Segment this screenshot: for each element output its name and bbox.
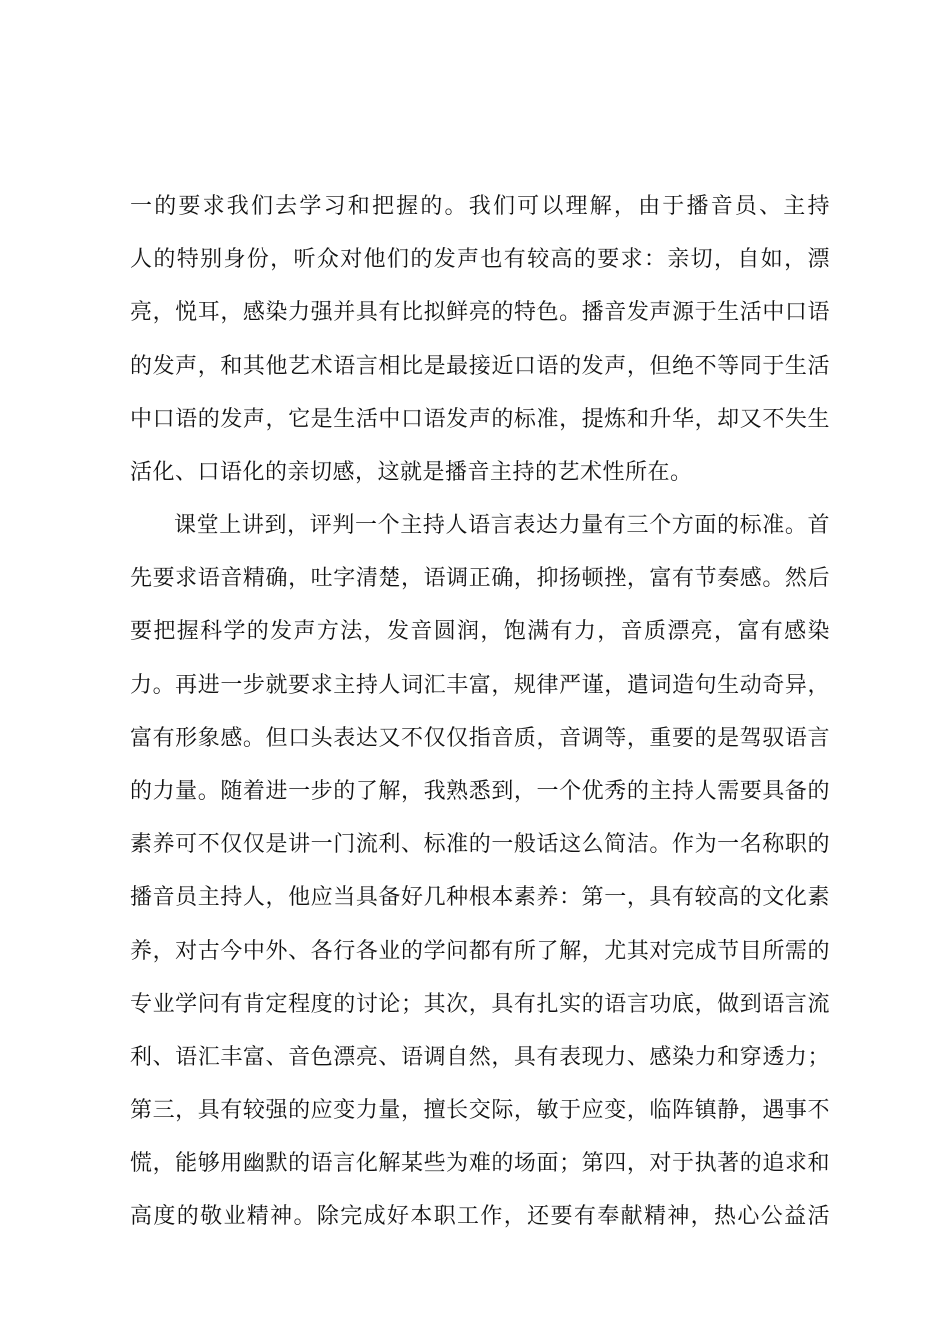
paragraph-1	[130, 180, 830, 499]
paragraph-line: 利、语汇丰富、音色漂亮、语调自然，具有表现力、感染力和穿透力；	[130, 1044, 830, 1070]
paragraph-line: 播音员主持人，他应当具备好几种根本素养：第一，具有较高的文化素	[130, 885, 830, 911]
paragraph-line: 活化、口语化的亲切感，这就是播音主持的艺术性所在。	[130, 459, 693, 485]
paragraph-line: 养，对古今中外、各行各业的学问都有所了解，尤其对完成节目所需的	[130, 938, 830, 964]
paragraph-line: 要把握科学的发声方法，发音圆润，饱满有力，音质漂亮，富有感染	[130, 619, 830, 645]
paragraph-line: 力。再进一步就要求主持人词汇丰富，规律严谨，遣词造句生动奇异，	[130, 672, 830, 698]
paragraph-line: 一的要求我们去学习和把握的。我们可以理解，由于播音员、主持	[130, 194, 830, 219]
paragraph-line: 中口语的发声，它是生活中口语发声的标准，提炼和升华，却又不失生	[130, 406, 830, 432]
paragraph-line: 课堂上讲到，评判一个主持人语言表达力量有三个方面的标准。首	[174, 513, 830, 538]
paragraph-line: 专业学问有肯定程度的讨论；其次，具有扎实的语言功底，做到语言流	[130, 991, 830, 1017]
paragraph-line: 先要求语音精确，吐字清楚，语调正确，抑扬顿挫，富有节奏感。然后	[130, 566, 830, 592]
paragraph-line: 第三，具有较强的应变力量，擅长交际，敏于应变，临阵镇静，遇事不	[130, 1098, 830, 1124]
paragraph-line: 富有形象感。但口头表达又不仅仅指音质，音调等，重要的是驾驭语言	[130, 725, 830, 751]
paragraph-line: 的力量。随着进一步的了解，我熟悉到，一个优秀的主持人需要具备的	[130, 778, 830, 804]
paragraph-line: 人的特别身份，听众对他们的发声也有较高的要求：亲切，自如，漂	[130, 247, 830, 273]
paragraph-2	[130, 499, 830, 1244]
paragraph-line: 素养可不仅仅是讲一门流利、标准的一般话这么简洁。作为一名称职的	[130, 832, 830, 858]
paragraph-line: 慌，能够用幽默的语言化解某些为难的场面；第四，对于执著的追求和	[130, 1151, 830, 1177]
paragraph-line: 的发声，和其他艺术语言相比是最接近口语的发声，但绝不等同于生活	[130, 353, 830, 379]
paragraph-line: 高度的敬业精神。除完成好本职工作，还要有奉献精神，热心公益活	[130, 1204, 830, 1230]
paragraph-line: 亮，悦耳，感染力强并具有比拟鲜亮的特色。播音发声源于生活中口语	[130, 300, 830, 326]
